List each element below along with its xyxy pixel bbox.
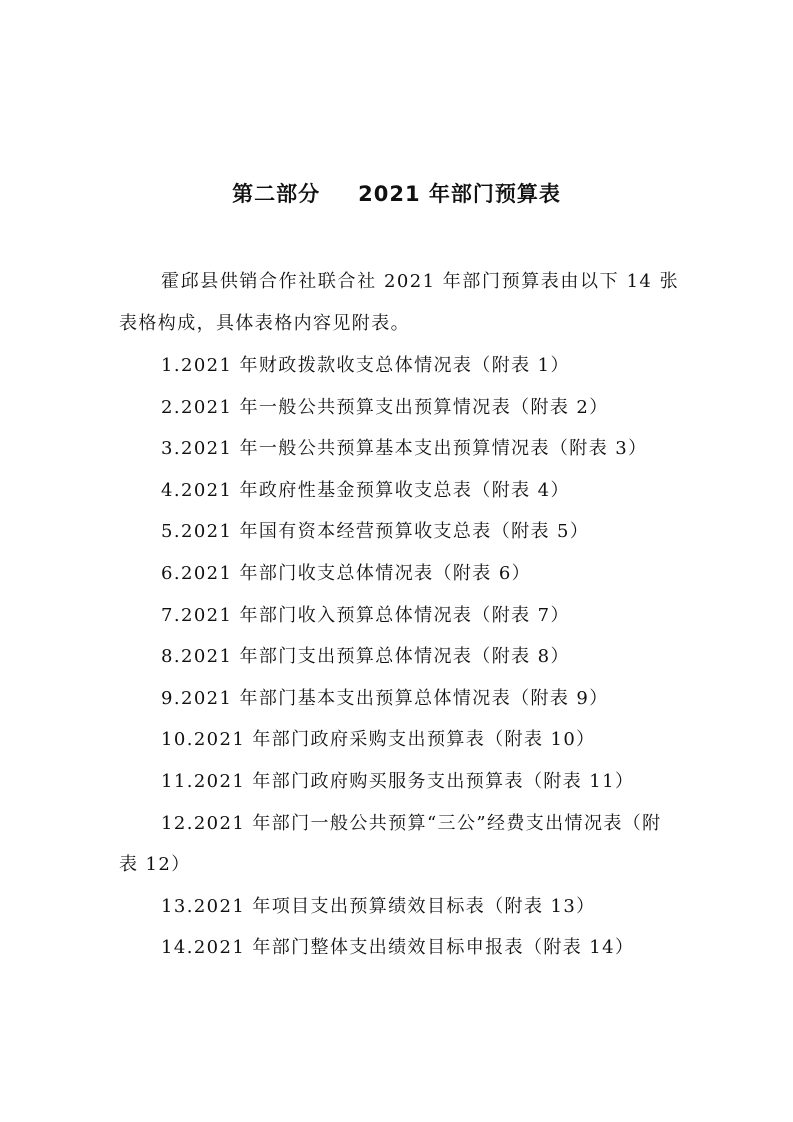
list-item: 3.2021 年一般公共预算基本支出预算情况表（附表 3） (161, 438, 648, 460)
list-item: 8.2021 年部门支出预算总体情况表（附表 8） (161, 646, 570, 668)
list-item: 13.2021 年项目支出预算绩效目标表（附表 13） (161, 895, 596, 917)
list-item: 2.2021 年一般公共预算支出预算情况表（附表 2） (161, 396, 609, 418)
page-title (0, 178, 793, 210)
list-item: 1.2021 年财政拨款收支总体情况表（附表 1） (161, 355, 570, 376)
list-item: 4.2021 年政府性基金预算收支总表（附表 4） (161, 479, 570, 501)
list-item: 7.2021 年部门收入预算总体情况表（附表 7） (161, 604, 570, 626)
title-main-label: 2021 年部门预算表 (358, 182, 561, 206)
list-item: 12.2021 年部门一般公共预算“三公”经费支出情况表（附表 12） (119, 812, 662, 876)
list-item: 10.2021 年部门政府采购支出预算表（附表 10） (161, 729, 596, 751)
intro-paragraph: 霍邱县供销合作社联合社 2021 年部门预算表由以下 14 张表格构成，具体表格内容见附表。 (119, 271, 679, 334)
list-item: 14.2021 年部门整体支出绩效目标申报表（附表 14） (161, 937, 635, 959)
list-item: 5.2021 年国有资本经营预算收支总表（附表 5） (161, 521, 590, 543)
list-item: 9.2021 年部门基本支出预算总体情况表（附表 9） (161, 687, 609, 709)
title-part-label: 第二部分 (232, 182, 321, 206)
document-body (119, 261, 679, 969)
list-item: 11.2021 年部门政府购买服务支出预算表（附表 11） (161, 770, 635, 792)
table-list (119, 345, 679, 969)
list-item: 6.2021 年部门收支总体情况表（附表 6） (161, 562, 532, 584)
